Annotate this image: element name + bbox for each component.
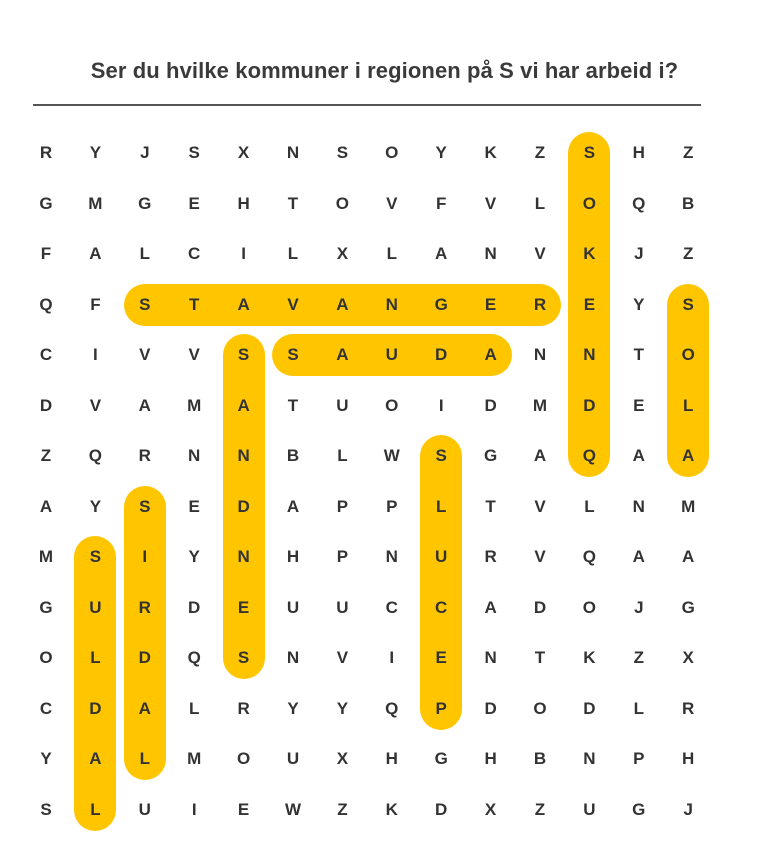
grid-cell-r4-c9[interactable]: A — [484, 345, 497, 364]
grid-cell-r2-c2[interactable]: L — [139, 244, 150, 263]
grid-cell-r3-c5[interactable]: V — [287, 294, 299, 314]
grid-cell-r9-c9[interactable]: A — [484, 597, 497, 617]
grid-cell-r9-c0[interactable]: G — [39, 597, 53, 617]
grid-cell-r2-c3[interactable]: C — [188, 244, 201, 263]
grid-cell-r9-c13[interactable]: G — [681, 597, 695, 617]
grid-cell-r3-c6[interactable]: A — [336, 294, 349, 314]
grid-cell-r13-c8[interactable]: D — [435, 799, 448, 819]
grid-cell-r12-c11[interactable]: N — [583, 749, 596, 768]
grid-cell-r9-c4[interactable]: E — [237, 597, 250, 617]
grid-cell-r6-c3[interactable]: N — [188, 446, 201, 465]
grid-cell-r11-c10[interactable]: O — [533, 698, 547, 718]
grid-cell-r11-c3[interactable]: L — [188, 698, 200, 718]
grid-cell-r13-c13[interactable]: J — [683, 799, 693, 819]
grid-cell-r12-c7[interactable]: H — [385, 749, 398, 768]
grid-cell-r5-c7[interactable]: O — [385, 395, 399, 415]
grid-cell-r10-c9[interactable]: N — [484, 648, 497, 667]
grid-cell-r3-c3[interactable]: T — [188, 294, 200, 314]
grid-cell-r1-c0[interactable]: G — [39, 193, 53, 213]
grid-cell-r3-c9[interactable]: E — [484, 294, 497, 314]
grid-cell-r2-c6[interactable]: X — [336, 244, 349, 263]
grid-cell-r11-c0[interactable]: C — [39, 698, 53, 718]
grid-cell-r6-c13[interactable]: A — [682, 446, 695, 465]
grid-cell-r1-c4[interactable]: H — [237, 193, 250, 213]
grid-cell-r9-c8[interactable]: C — [435, 597, 448, 617]
grid-cell-r10-c2[interactable]: D — [138, 648, 151, 667]
grid-cell-r8-c2[interactable]: I — [142, 547, 148, 566]
grid-cell-r1-c2[interactable]: G — [138, 193, 152, 213]
grid-cell-r9-c7[interactable]: C — [385, 597, 398, 617]
grid-cell-r8-c13[interactable]: A — [682, 547, 695, 566]
grid-cell-r3-c10[interactable]: R — [533, 294, 547, 314]
grid-cell-r13-c2[interactable]: U — [138, 799, 151, 819]
grid-cell-r5-c6[interactable]: U — [336, 395, 349, 415]
grid-cell-r1-c1[interactable]: M — [88, 193, 103, 213]
grid-cell-r11-c5[interactable]: Y — [287, 698, 299, 718]
grid-cell-r7-c7[interactable]: P — [386, 496, 398, 516]
grid-cell-r7-c10[interactable]: V — [534, 496, 546, 516]
grid-cell-r5-c2[interactable]: A — [138, 395, 151, 415]
grid-cell-r1-c10[interactable]: L — [534, 193, 546, 213]
grid-cell-r7-c4[interactable]: D — [237, 496, 250, 516]
grid-cell-r3-c2[interactable]: S — [139, 294, 151, 314]
grid-cell-r10-c7[interactable]: I — [389, 648, 395, 667]
grid-cell-r8-c3[interactable]: Y — [188, 547, 200, 566]
grid-cell-r0-c11[interactable]: S — [583, 143, 596, 162]
grid-cell-r1-c8[interactable]: F — [435, 193, 447, 213]
grid-cell-r11-c2[interactable]: A — [138, 698, 151, 718]
grid-cell-r5-c9[interactable]: D — [484, 395, 497, 415]
grid-cell-r11-c1[interactable]: D — [89, 698, 102, 718]
grid-cell-r2-c4[interactable]: I — [241, 244, 246, 263]
grid-cell-r5-c0[interactable]: D — [39, 395, 53, 415]
grid-cell-r13-c11[interactable]: U — [583, 799, 596, 819]
grid-cell-r6-c7[interactable]: W — [383, 446, 400, 465]
grid-cell-r3-c8[interactable]: G — [434, 294, 448, 314]
grid-cell-r13-c9[interactable]: X — [484, 799, 497, 819]
found-word-highlight-strand — [420, 435, 462, 730]
grid-cell-r13-c3[interactable]: I — [191, 799, 197, 819]
grid-cell-r5-c5[interactable]: T — [287, 395, 299, 415]
grid-cell-r11-c12[interactable]: L — [633, 698, 644, 718]
grid-cell-r7-c12[interactable]: N — [632, 496, 645, 516]
grid-cell-r8-c10[interactable]: V — [534, 547, 546, 566]
grid-cell-r5-c1[interactable]: V — [89, 395, 102, 415]
grid-cell-r4-c10[interactable]: N — [533, 345, 547, 364]
grid-cell-r2-c11[interactable]: K — [583, 244, 596, 263]
grid-cell-r12-c12[interactable]: P — [633, 749, 645, 768]
grid-cell-r8-c4[interactable]: N — [237, 547, 250, 566]
grid-cell-r3-c0[interactable]: Q — [39, 294, 53, 314]
grid-cell-r7-c0[interactable]: A — [39, 496, 53, 516]
grid-cell-r0-c13[interactable]: Z — [682, 143, 694, 162]
grid-cell-r4-c4[interactable]: S — [237, 345, 250, 364]
grid-cell-r13-c7[interactable]: K — [385, 799, 398, 819]
grid-cell-r10-c13[interactable]: X — [682, 648, 694, 667]
grid-cell-r10-c12[interactable]: Z — [633, 648, 644, 667]
grid-cell-r1-c5[interactable]: T — [287, 193, 299, 213]
grid-cell-r5-c4[interactable]: A — [237, 395, 250, 415]
grid-cell-r1-c12[interactable]: Q — [632, 193, 646, 213]
grid-cell-r11-c6[interactable]: Y — [336, 698, 349, 718]
found-word-highlight-suldal — [74, 536, 116, 831]
grid-cell-r13-c5[interactable]: W — [284, 799, 302, 819]
grid-cell-r2-c1[interactable]: A — [89, 244, 102, 263]
grid-cell-r4-c2[interactable]: V — [139, 345, 151, 364]
grid-cell-r4-c7[interactable]: U — [385, 345, 398, 364]
grid-cell-r4-c12[interactable]: T — [633, 345, 644, 364]
grid-cell-r9-c11[interactable]: O — [582, 597, 596, 617]
grid-cell-r5-c10[interactable]: M — [532, 395, 548, 415]
grid-cell-r8-c12[interactable]: A — [632, 547, 645, 566]
grid-cell-r7-c6[interactable]: P — [336, 496, 349, 516]
grid-cell-r10-c1[interactable]: L — [90, 648, 101, 667]
grid-cell-r6-c12[interactable]: A — [632, 446, 645, 465]
grid-cell-r6-c0[interactable]: Z — [40, 446, 52, 465]
grid-cell-r9-c5[interactable]: U — [286, 597, 300, 617]
grid-cell-r1-c13[interactable]: B — [682, 193, 695, 213]
grid-cell-r11-c4[interactable]: R — [237, 698, 250, 718]
grid-cell-r2-c10[interactable]: V — [534, 244, 546, 263]
grid-cell-r2-c12[interactable]: J — [634, 244, 644, 263]
grid-cell-r9-c3[interactable]: D — [188, 597, 201, 617]
grid-cell-r10-c5[interactable]: N — [286, 648, 300, 667]
grid-cell-r2-c8[interactable]: A — [435, 244, 448, 263]
grid-cell-r12-c13[interactable]: H — [682, 749, 695, 768]
grid-cell-r12-c10[interactable]: B — [533, 749, 547, 768]
grid-cell-r12-c1[interactable]: A — [89, 749, 102, 768]
grid-cell-r13-c0[interactable]: S — [40, 799, 52, 819]
found-word-highlight-sirdal — [124, 486, 166, 781]
grid-cell-r8-c9[interactable]: R — [484, 547, 497, 566]
grid-cell-r6-c4[interactable]: N — [237, 446, 250, 465]
grid-cell-r6-c11[interactable]: Q — [582, 446, 596, 465]
grid-cell-r12-c9[interactable]: H — [484, 749, 497, 768]
grid-cell-r12-c2[interactable]: L — [139, 749, 150, 768]
grid-cell-r6-c1[interactable]: Q — [88, 446, 102, 465]
grid-cell-r5-c8[interactable]: I — [438, 395, 444, 415]
grid-cell-r0-c2[interactable]: J — [140, 143, 150, 162]
grid-cell-r2-c0[interactable]: F — [40, 244, 52, 263]
grid-cell-r8-c6[interactable]: P — [336, 547, 349, 566]
grid-cell-r0-c5[interactable]: N — [286, 143, 300, 162]
grid-cell-r0-c6[interactable]: S — [336, 143, 349, 162]
grid-cell-r2-c13[interactable]: Z — [682, 244, 694, 263]
grid-cell-r9-c10[interactable]: D — [533, 597, 547, 617]
grid-cell-r5-c3[interactable]: M — [187, 395, 202, 415]
grid-cell-r5-c11[interactable]: D — [583, 395, 596, 415]
grid-cell-r1-c6[interactable]: O — [335, 193, 349, 213]
grid-cell-r4-c1[interactable]: I — [93, 345, 98, 364]
grid-cell-r6-c5[interactable]: B — [286, 446, 300, 465]
grid-cell-r0-c4[interactable]: X — [237, 143, 250, 162]
grid-cell-r12-c5[interactable]: U — [286, 749, 300, 768]
grid-cell-r2-c7[interactable]: L — [386, 244, 397, 263]
grid-cell-r5-c13[interactable]: L — [682, 395, 694, 415]
grid-cell-r6-c6[interactable]: L — [337, 446, 348, 465]
grid-cell-r2-c9[interactable]: N — [484, 244, 497, 263]
grid-cell-r3-c1[interactable]: F — [90, 294, 101, 314]
grid-cell-r2-c5[interactable]: L — [287, 244, 299, 263]
grid-cell-r6-c9[interactable]: G — [483, 446, 498, 465]
grid-cell-r8-c7[interactable]: N — [385, 547, 398, 566]
grid-cell-r0-c9[interactable]: K — [484, 143, 497, 162]
grid-cell-r13-c4[interactable]: E — [237, 799, 250, 819]
grid-cell-r0-c0[interactable]: R — [39, 143, 53, 162]
grid-cell-r12-c8[interactable]: G — [434, 749, 448, 768]
grid-cell-r11-c8[interactable]: P — [435, 698, 447, 718]
grid-cell-r4-c5[interactable]: S — [287, 345, 299, 364]
grid-cell-r7-c3[interactable]: E — [188, 496, 200, 516]
grid-cell-r11-c9[interactable]: D — [484, 698, 497, 718]
grid-cell-r11-c7[interactable]: Q — [385, 698, 399, 718]
grid-cell-r13-c12[interactable]: G — [632, 799, 646, 819]
grid-cell-r1-c9[interactable]: V — [484, 193, 497, 213]
grid-cell-r3-c4[interactable]: A — [237, 294, 250, 314]
grid-cell-r4-c11[interactable]: N — [583, 345, 596, 364]
grid-cell-r6-c2[interactable]: R — [138, 446, 151, 465]
grid-cell-r13-c10[interactable]: Z — [534, 799, 546, 819]
grid-cell-r13-c1[interactable]: L — [90, 799, 101, 819]
grid-cell-r10-c6[interactable]: V — [336, 648, 349, 667]
grid-cell-r4-c13[interactable]: O — [681, 345, 695, 364]
puzzle-title: Ser du hvilke kommuner i regionen på S vi har arbeid i? — [90, 58, 679, 83]
grid-cell-r3-c12[interactable]: Y — [633, 294, 645, 314]
grid-cell-r1-c7[interactable]: V — [386, 193, 398, 213]
grid-cell-r8-c5[interactable]: H — [286, 547, 300, 566]
grid-cell-r9-c2[interactable]: R — [138, 597, 151, 617]
grid-cell-r0-c1[interactable]: Y — [89, 143, 102, 162]
grid-cell-r3-c13[interactable]: S — [682, 294, 694, 314]
grid-cell-r0-c3[interactable]: S — [188, 143, 200, 162]
grid-cell-r12-c3[interactable]: M — [187, 749, 202, 768]
grid-cell-r1-c3[interactable]: E — [188, 193, 200, 213]
grid-cell-r6-c10[interactable]: A — [533, 446, 547, 465]
grid-cell-r4-c8[interactable]: D — [435, 345, 448, 364]
grid-cell-r9-c1[interactable]: U — [89, 597, 102, 617]
grid-cell-r7-c2[interactable]: S — [139, 496, 151, 516]
grid-cell-r0-c8[interactable]: Y — [435, 143, 447, 162]
grid-cell-r7-c11[interactable]: L — [584, 496, 595, 516]
grid-cell-r12-c0[interactable]: Y — [40, 749, 52, 768]
grid-cell-r7-c1[interactable]: Y — [89, 496, 102, 516]
grid-cell-r10-c0[interactable]: O — [39, 648, 53, 667]
grid-cell-r8-c11[interactable]: Q — [582, 547, 596, 566]
grid-cell-r8-c8[interactable]: U — [435, 547, 448, 566]
grid-cell-r11-c11[interactable]: D — [583, 698, 596, 718]
grid-cell-r12-c4[interactable]: O — [236, 749, 251, 768]
grid-cell-r7-c8[interactable]: L — [435, 496, 447, 516]
grid-cell-r8-c0[interactable]: M — [38, 547, 54, 566]
grid-cell-r0-c12[interactable]: H — [632, 143, 645, 162]
grid-cell-r10-c10[interactable]: T — [534, 648, 546, 667]
grid-cell-r0-c10[interactable]: Z — [534, 143, 546, 162]
grid-cell-r4-c3[interactable]: V — [188, 345, 200, 364]
grid-cell-r13-c6[interactable]: Z — [337, 799, 348, 819]
grid-cell-r1-c11[interactable]: O — [582, 193, 596, 213]
grid-cell-r10-c11[interactable]: K — [583, 648, 596, 667]
grid-cell-r12-c6[interactable]: X — [336, 749, 349, 768]
grid-cell-r3-c11[interactable]: E — [583, 294, 596, 314]
grid-cell-r9-c12[interactable]: J — [634, 597, 644, 617]
grid-cell-r6-c8[interactable]: S — [435, 446, 447, 465]
grid-cell-r11-c13[interactable]: R — [682, 698, 695, 718]
grid-cell-r7-c13[interactable]: M — [681, 496, 696, 516]
grid-cell-r0-c7[interactable]: O — [385, 143, 399, 162]
grid-cell-r5-c12[interactable]: E — [633, 395, 645, 415]
grid-cell-r9-c6[interactable]: U — [336, 597, 349, 617]
grid-cell-r7-c5[interactable]: A — [286, 496, 300, 516]
grid-cell-r10-c8[interactable]: E — [435, 648, 447, 667]
grid-cell-r4-c6[interactable]: A — [336, 345, 349, 364]
grid-cell-r10-c4[interactable]: S — [237, 648, 250, 667]
grid-cell-r4-c0[interactable]: C — [39, 345, 53, 364]
grid-cell-r10-c3[interactable]: Q — [187, 648, 201, 667]
grid-cell-r8-c1[interactable]: S — [89, 547, 102, 566]
grid-cell-r7-c9[interactable]: T — [485, 496, 496, 516]
grid-cell-r3-c7[interactable]: N — [385, 294, 398, 314]
